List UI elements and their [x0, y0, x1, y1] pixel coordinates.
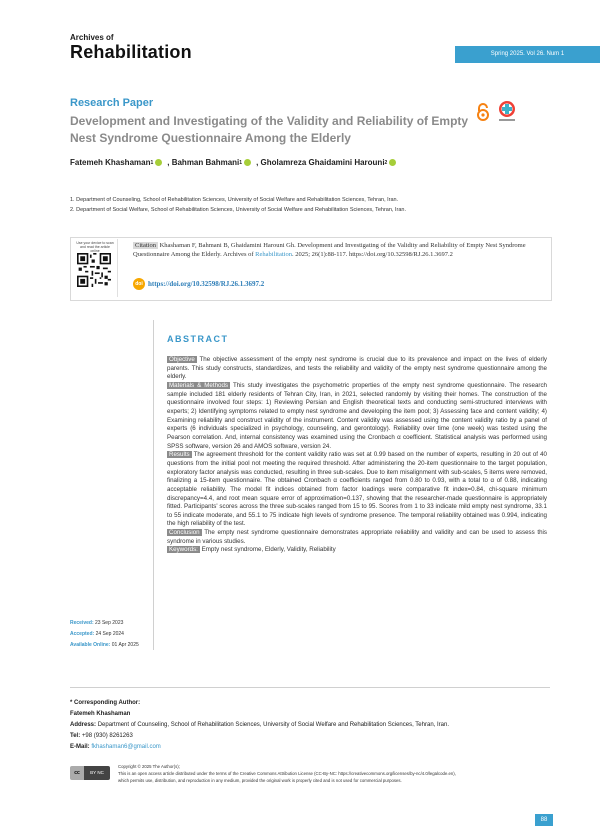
accepted-value: 24 Sep 2024 [95, 631, 124, 637]
citation-journal-link[interactable]: Rehabilitation [255, 250, 292, 258]
journal-name-small: Archives of [70, 33, 114, 42]
citation-label: Citation [135, 242, 156, 249]
keywords-label: Keywords: [169, 546, 198, 554]
citation-body: Khashaman F, Bahmani B, Ghaidamini Harouni Gh. Development and Investigating of the Validity and Reliability of Empty Nest Syndrome Questionnaire Among the Elderly. Archives of [133, 242, 526, 258]
page-number: 88 [535, 814, 553, 826]
section-text: The agreement threshold for the content validity ratio was set at 0.99 based on the number of experts, resulting in 20 out of 40 questions from the initial pool not meeting the required threshold. After administering the 20-item questionnaire to the target population, exploratory factor analysis was conducted, resulting in three sub-scales. Due to item misalignment with sub-scales, 5 items were removed, finalizing a 15-item questionnaire. The obtained Cronbach α coefficients ranged from 0.80 to 0.93, with a total to α of 0.88, indicating acceptable reliability. The model fit indices obtained from factor loadings were comparative fit index=0.84, chi-square minimum discrepancy=4.4, and root mean square error of approximation=0.137, showing that the researcher-made questionnaire is appropriately fitted. Participants' scores across the three sub-scales ranged from 15 to 95. Scores from 1 to 33 indicate mild empty nest syndrome, 33.1 to 55 indicate moderate, and 55.1 to 75 indicate high levels of syndrome presence. The temporal reliability obtained was 0.994, indicating the high reliability of the test. [167, 451, 547, 528]
doi-icon: doi [133, 278, 145, 290]
online-label: Available Online: [70, 642, 111, 648]
corresponding-address [70, 722, 449, 728]
qr-code-icon[interactable] [77, 253, 111, 287]
author-name: Fatemeh Khashaman [70, 158, 151, 167]
by-nc-icon: BY NC [84, 766, 110, 780]
author-name: Bahman Bahmani [171, 158, 240, 167]
footer-divider [70, 687, 550, 688]
tel-label: Tel: [70, 733, 81, 739]
cc-license-badge[interactable] [70, 766, 110, 780]
author-name: Gholamreza Ghaidamini Harouni [260, 158, 385, 167]
received-date [70, 620, 123, 626]
issue-banner: Spring 2025. Vol 26. Num 1 [455, 46, 600, 63]
qr-label: Use your device to scan and read the article online [76, 241, 114, 253]
received-value: 23 Sep 2023 [95, 620, 124, 626]
open-access-icon[interactable] [476, 103, 490, 121]
orcid-icon[interactable] [389, 159, 396, 166]
author-sup: 1 [239, 159, 243, 166]
section-text: The objective assessment of the empty nest syndrome is crucial due to its prevalence and impact on the lives of elderly parents. This study constructs, standardizes, and tests the reliability and validity of the empty nest syndrome questionnaire among the elderly. [167, 356, 547, 381]
paper-type: Research Paper [70, 97, 154, 109]
license-line-2: which permits use, distribution, and reproduction in any medium, provided the original work is properly cited and is not used for commercial purposes. [118, 778, 402, 783]
tel-value: +98 (930) 8261263 [81, 733, 133, 739]
citation-body-end: . 2025; 26(1):88-117. https://doi.org/10.32598/RJ.26.1.3697.2 [291, 250, 453, 258]
corresponding-heading: * Corresponding Author: [70, 700, 141, 706]
email-link[interactable]: fkhashaman6@gmail.com [91, 744, 161, 750]
accepted-date [70, 631, 124, 637]
address-label: Address: [70, 722, 97, 728]
email-label: E-Mail: [70, 744, 90, 750]
qr-area [72, 239, 118, 297]
citation-text [133, 242, 543, 260]
section-text: This study investigates the psychometric properties of the empty nest syndrome questionnaire. The research sample included 181 elderly residents of Tehran City, Iran, in 2021, selected randomly by visiting their homes. The construction of the questionnaire involved four steps: 1) Reviewing Persian and English theoretical texts and conducting semi-structured interviews with experts; 2) Identifying symptoms related to empty nest syndrome and developing the item pool; 3) Assessing face and content validity; 4) Examining reliability and construct validity of the instrument. Content validity was assessed using the content validity ratio by a panel of experts (6 individuals specialized in psychology, counseling, and gerontology). Reliability over time (one week) was tested using the Pearson correlation. And, internal consistency was examined using the Cronbach α coefficient. Statistical analysis was performed using SPSS software, version 26 and AMOS software, version 24. [167, 381, 547, 450]
article-title: Development and Investigating of the Validity and Reliability of Empty Nest Syndrome Questionnaire Among the Elderly [70, 114, 469, 145]
section-text: The empty nest syndrome questionnaire demonstrates appropriate reliability and validity and can be used to assess this syndrome in various studies. [167, 529, 548, 545]
received-label: Received: [70, 620, 94, 626]
cc-icon: cc [70, 766, 84, 780]
address-value: Department of Counseling, School of Rehabilitation Sciences, University of Social Welfare and Rehabilitation Sciences, Tehran, Iran. [97, 722, 449, 728]
doi-link[interactable]: https://doi.org/10.32598/RJ.26.1.3697.2 [148, 280, 265, 288]
affiliation: 1. Department of Counseling, School of Rehabilitation Sciences, University of Social Welfare and Rehabilitation Sciences, Tehran, Iran. [70, 197, 399, 203]
accepted-label: Accepted: [70, 631, 95, 637]
section-label: Results [169, 451, 190, 459]
author-list: Fatemeh Khashaman 1 , Bahman Bahmani 1 , Gholamreza Ghaidamini Harouni 2 [70, 158, 401, 167]
license-line: This is an open access article distributed under the terms of the Creative Commons Attribution License (CC-By-NC: https://creativecommons.org/licenses/by-nc/4.0/legalcode.en), [118, 771, 456, 776]
crossmark-icon[interactable] [497, 100, 517, 124]
copyright-line: Copyright © 2025 The Author(s); [118, 764, 180, 769]
author-sup: 2 [384, 159, 388, 166]
section-label: Materials & Methods [169, 381, 229, 389]
section-label: Objective [169, 356, 195, 363]
abstract-body [167, 356, 547, 555]
abstract-divider [153, 320, 154, 650]
doi-row [133, 278, 264, 290]
online-date [70, 642, 139, 648]
abstract-heading: ABSTRACT [167, 334, 229, 344]
corresponding-name: Fatemeh Khashaman [70, 711, 131, 717]
section-label: Conclusion [169, 529, 200, 537]
affiliation: 2. Department of Social Welfare, School of Rehabilitation Sciences, University of Social Welfare and Rehabilitation Sciences, Tehran, Iran. [70, 207, 406, 213]
corresponding-email [70, 744, 161, 750]
orcid-icon[interactable] [155, 159, 162, 166]
online-value: 01 Apr 2025 [111, 642, 139, 648]
keywords-text: Empty nest syndrome, Elderly, Validity, Reliability [201, 546, 336, 554]
corresponding-tel [70, 733, 133, 739]
orcid-icon[interactable] [244, 159, 251, 166]
journal-name: Rehabilitation [70, 42, 192, 62]
author-sup: 1 [150, 159, 154, 166]
